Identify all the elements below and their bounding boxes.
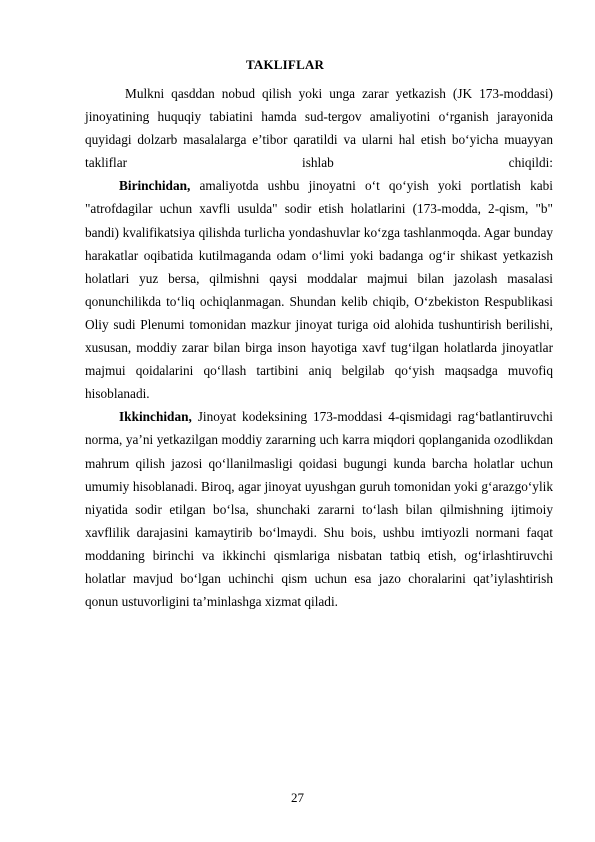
second-proposal-text: Jinoyat kodeksining 173-moddasi 4-qismidagi rag‘batlantiruvchi norma, ya’ni yetkazilgan moddiy zararning uch karra miqdori qoplanganida ozodlikdan mahrum qilish jazosi qo‘llanilmasligi qoidasi bugungi kunda barcha holatlar uchun umumiy hisoblanadi. Biroq, agar jinoyat uyushgan guruh tomonidan yoki g‘arazgo‘ylik niyatida sodir etilgan bo‘lsa, shunchaki zararni to‘lash bilan qilmishning ijtimoiy xavflilik darajasini kamaytirib bo‘lmaydi. Shu bois, ushbu imtiyozli normani faqat moddaning birinchi va ikkinchi qismlariga nisbatan tatbiq etish, og‘irlashtiruvchi holatlar mavjud bo‘lgan uchinchi qism uchun esa jazo choralarini qat’iylashtirish qonun ustuvorligini ta’minlashga xizmat qiladi.	[85, 409, 553, 610]
section-title: TAKLIFLAR	[246, 57, 325, 72]
first-proposal-paragraph	[85, 174, 553, 405]
first-proposal-lead: Birinchidan,	[119, 178, 191, 194]
second-proposal-lead: Ikkinchidan,	[119, 409, 192, 425]
second-proposal-paragraph	[85, 405, 553, 613]
intro-text: Mulkni qasddan nobud qilish yoki unga zarar yetkazish (JK 173-moddasi) jinoyatining huquqiy tabiatini hamda sud-tergov amaliyotini o‘rganish jarayonida quyidagi dolzarb masalalarga e’tibor qaratildi va ularni hal etish bo‘yicha muayyan takliflar ishlab chiqildi:	[85, 86, 553, 171]
section-body	[85, 82, 553, 613]
first-proposal-text: amaliyotda ushbu jinoyatni o‘t qo‘yish yoki portlatish kabi "atrofdagilar uchun xavfli usulda" sodir etish holatlarini (173-modda, 2-qism, "b" bandi) kvalifikatsiya qilishda turlicha yondashuvlar ko‘zga tashlanmoqda. Agar bunday harakatlar oqibatida kutilmaganda odam o‘limi yoki badanga og‘ir shikast yetkazish holatlari yuz bersa, qilmishni qaysi moddalar majmui bilan jazolash masalasi qonunchilikda to‘liq ochiqlanmagan. Shundan kelib chiqib, O‘zbekiston Respublikasi Oliy sudi Plenumi tomonidan mazkur jinoyat turiga oid alohida tushuntirish berilishi, xususan, moddiy zarar bilan birga inson hayotiga xavf tug‘ilgan holatlarda jinoyatlar majmui qoidalarini qo‘llash tartibini aniq belgilab qo‘yish maqsadga muvofiq hisoblanadi.	[85, 178, 553, 402]
page-number: 27	[291, 790, 304, 805]
intro-paragraph	[85, 82, 553, 174]
